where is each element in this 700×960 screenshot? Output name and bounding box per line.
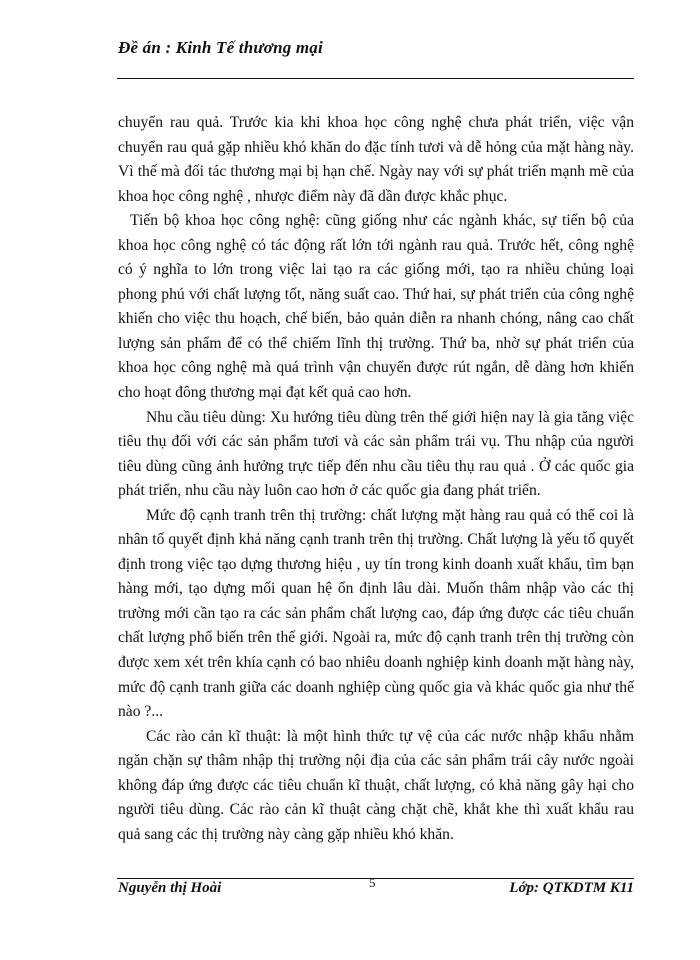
paragraph: chuyển rau quả. Trước kia khi khoa học công nghệ chưa phát triển, việc vận chuyển rau quả gặp nhiều khó khăn do đặc tính tươi và dễ hỏng của mặt hàng này. Vì thế mà đối tác thương mại bị hạn chế. Ngày nay với sự phát triển mạnh mẽ của khoa học công nghệ , nhược điểm này đã dần được khắc phục. — [118, 114, 634, 205]
paragraph: Mức độ cạnh tranh trên thị trường: chất lượng mặt hàng rau quả có thể coi là nhân tố quyết định khả năng cạnh tranh trên thị trường. Chất lượng là yếu tố quyết định trong việc tạo dựng thương hiệu , uy tín trong kinh doanh xuất khẩu, tìm bạn hàng mới, tạo dựng mối quan hệ ổn định lâu dài. Muốn thâm nhập vào các thị trường mới cần tạo ra các sản phẩm chất lượng cao, đáp ứng được các tiêu chuẩn chất lượng phổ biến trên thế giới. Ngoài ra, mức độ cạnh tranh trên thị trường còn được xem xét trên khía cạnh có bao nhiêu doanh nghiệp kinh doanh mặt hàng này, mức độ cạnh tranh giữa các doanh nghiệp cùng quốc gia và khác quốc gia như thế nào ?... — [118, 506, 634, 721]
header-divider — [117, 78, 634, 79]
footer-author: Nguyễn thị Hoài — [118, 880, 222, 896]
document-body — [118, 111, 634, 847]
header-title: Đề án : Kinh Tế thương mại — [118, 38, 323, 57]
paragraph: Tiến bộ khoa học công nghệ: cũng giống như các ngành khác, sự tiến bộ của khoa học công nghệ có tác động rất lớn tới ngành rau quả. Trước hết, công nghệ có ý nghĩa to lớn trong việc lai tạo ra các giống mới, tạo ra nhiều chủng loại phong phú với chất lượng tốt, năng suất cao. Thứ hai, sự phát triển của công nghệ khiến cho việc thu hoạch, chế biến, bảo quản diễn ra nhanh chóng, nâng cao chất lượng sản phẩm để có thể chiếm lĩnh thị trường. Thứ ba, nhờ sự phát triển của khoa học công nghệ mà quá trình vận chuyển được rút ngắn, dễ dàng hơn khiến cho hoạt đông thương mại đạt kết quả cao hơn. — [118, 212, 634, 402]
paragraph: Nhu cầu tiêu dùng: Xu hướng tiêu dùng trên thế giới hiện nay là gia tăng việc tiêu thụ đối với các sản phẩm tươi và các sản phẩm trái vụ. Thu nhập của người tiêu dùng cũng ảnh hưởng trực tiếp đến nhu cầu tiêu thụ rau quả . Ở các quốc gia phát triển, nhu cầu này luôn cao hơn ở các quốc gia đang phát triển. — [118, 408, 634, 500]
footer-divider — [117, 878, 634, 879]
page-number: 5 — [369, 875, 376, 890]
footer-class-label: Lớp: QTKDTM K11 — [509, 880, 634, 896]
paragraph: Các rào cản kĩ thuật: là một hình thức tự vệ của các nước nhập khẩu nhằm ngăn chặn sự thâm nhập thị trường nội địa của các sản phẩm trái cây nước ngoài không đáp ứng được các tiêu chuẩn kĩ thuật, chất lượng, có khả năng gây hại cho người tiêu dùng. Các rào cản kĩ thuật càng chặt chẽ, khắt khe thì xuất khẩu rau quả sang các thị trường này càng gặp nhiều khó khăn. — [118, 727, 634, 843]
